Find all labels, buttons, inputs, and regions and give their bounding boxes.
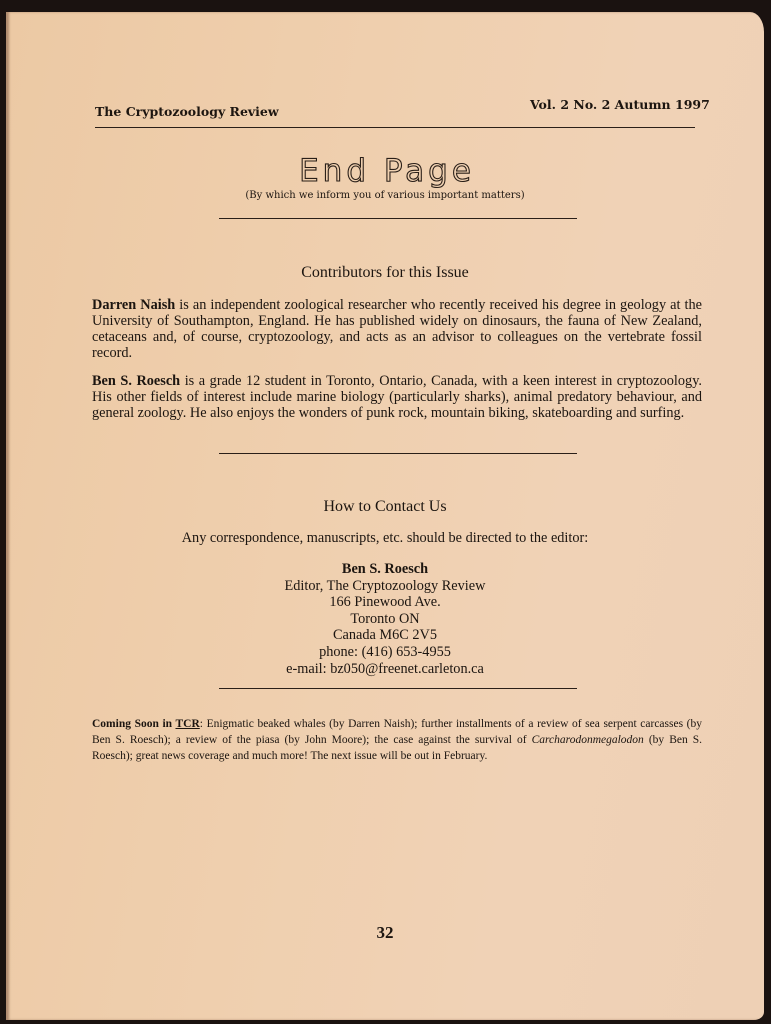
coming-soon-text-end: (by Ben S. Roesch); great news coverage and much more! The next issue will be out in February. <box>92 734 703 762</box>
title-rule <box>219 218 577 219</box>
contributor-bio: is a grade 12 student in Toronto, Ontario, Canada, with a keen interest in cryptozoology. His other fields of interest include marine biology (particularly sharks), animal predatory behaviour, and general zoology. He also enjoys the wonders of punk rock, mountain biking, skateboarding and surfing. <box>92 373 702 421</box>
contact-heading: How to Contact Us <box>323 498 447 515</box>
email-line: e-mail: bz050@freenet.carleton.ca <box>286 660 484 677</box>
header-rule <box>95 127 695 128</box>
coming-soon-notice <box>92 716 702 764</box>
section-rule <box>219 453 577 454</box>
contributor-entry <box>92 373 702 421</box>
tcr-abbreviation: TCR <box>175 718 200 730</box>
coming-soon-text: : Enigmatic beaked whales (by Darren Naish); further installments of a review of sea serpent carcasses (by Ben S. Roesch); a review of the piasa (by John Moore); the case against the survival of <box>92 718 702 746</box>
page-subtitle: (By which we inform you of various important matters) <box>245 190 525 201</box>
species-name: Carcharodonmegalodon <box>531 734 644 746</box>
contributor-name: Darren Naish <box>92 297 176 313</box>
address-line: Canada M6C 2V5 <box>332 627 438 644</box>
contributor-name: Ben S. Roesch <box>92 373 181 389</box>
phone-line: phone: (416) 653-4955 <box>319 643 451 660</box>
address-line: 166 Pinewood Ave. <box>329 594 441 611</box>
address-line: Toronto ON <box>350 610 420 627</box>
contributor-entry <box>92 297 702 361</box>
magazine-page <box>6 12 764 1020</box>
address-line: Editor, The Cryptozoology Review <box>284 577 486 594</box>
page-title: End Page <box>299 153 475 189</box>
issue-info: Vol. 2 No. 2 Autumn 1997 <box>530 97 710 112</box>
editor-name: Ben S. Roesch <box>341 561 429 577</box>
contact-intro: Any correspondence, manuscripts, etc. should be directed to the editor: <box>181 530 589 546</box>
contributors-heading: Contributors for this Issue <box>301 264 469 281</box>
editor-address <box>6 561 764 677</box>
contributor-bio: is an independent zoological researcher who recently received his degree in geology at the University of Southampton, England. He has published widely on dinosaurs, the fauna of New Zealand, cetaceans and, of course, cryptozoology, and acts as an advisor to colleagues on the vertebrate fossil record. <box>92 297 703 361</box>
section-rule <box>219 688 577 689</box>
publication-title: The Cryptozoology Review <box>95 104 279 119</box>
page-title-wrap <box>6 153 764 189</box>
coming-soon-lead: Coming Soon in <box>92 718 176 730</box>
page-number: 32 <box>376 923 394 942</box>
